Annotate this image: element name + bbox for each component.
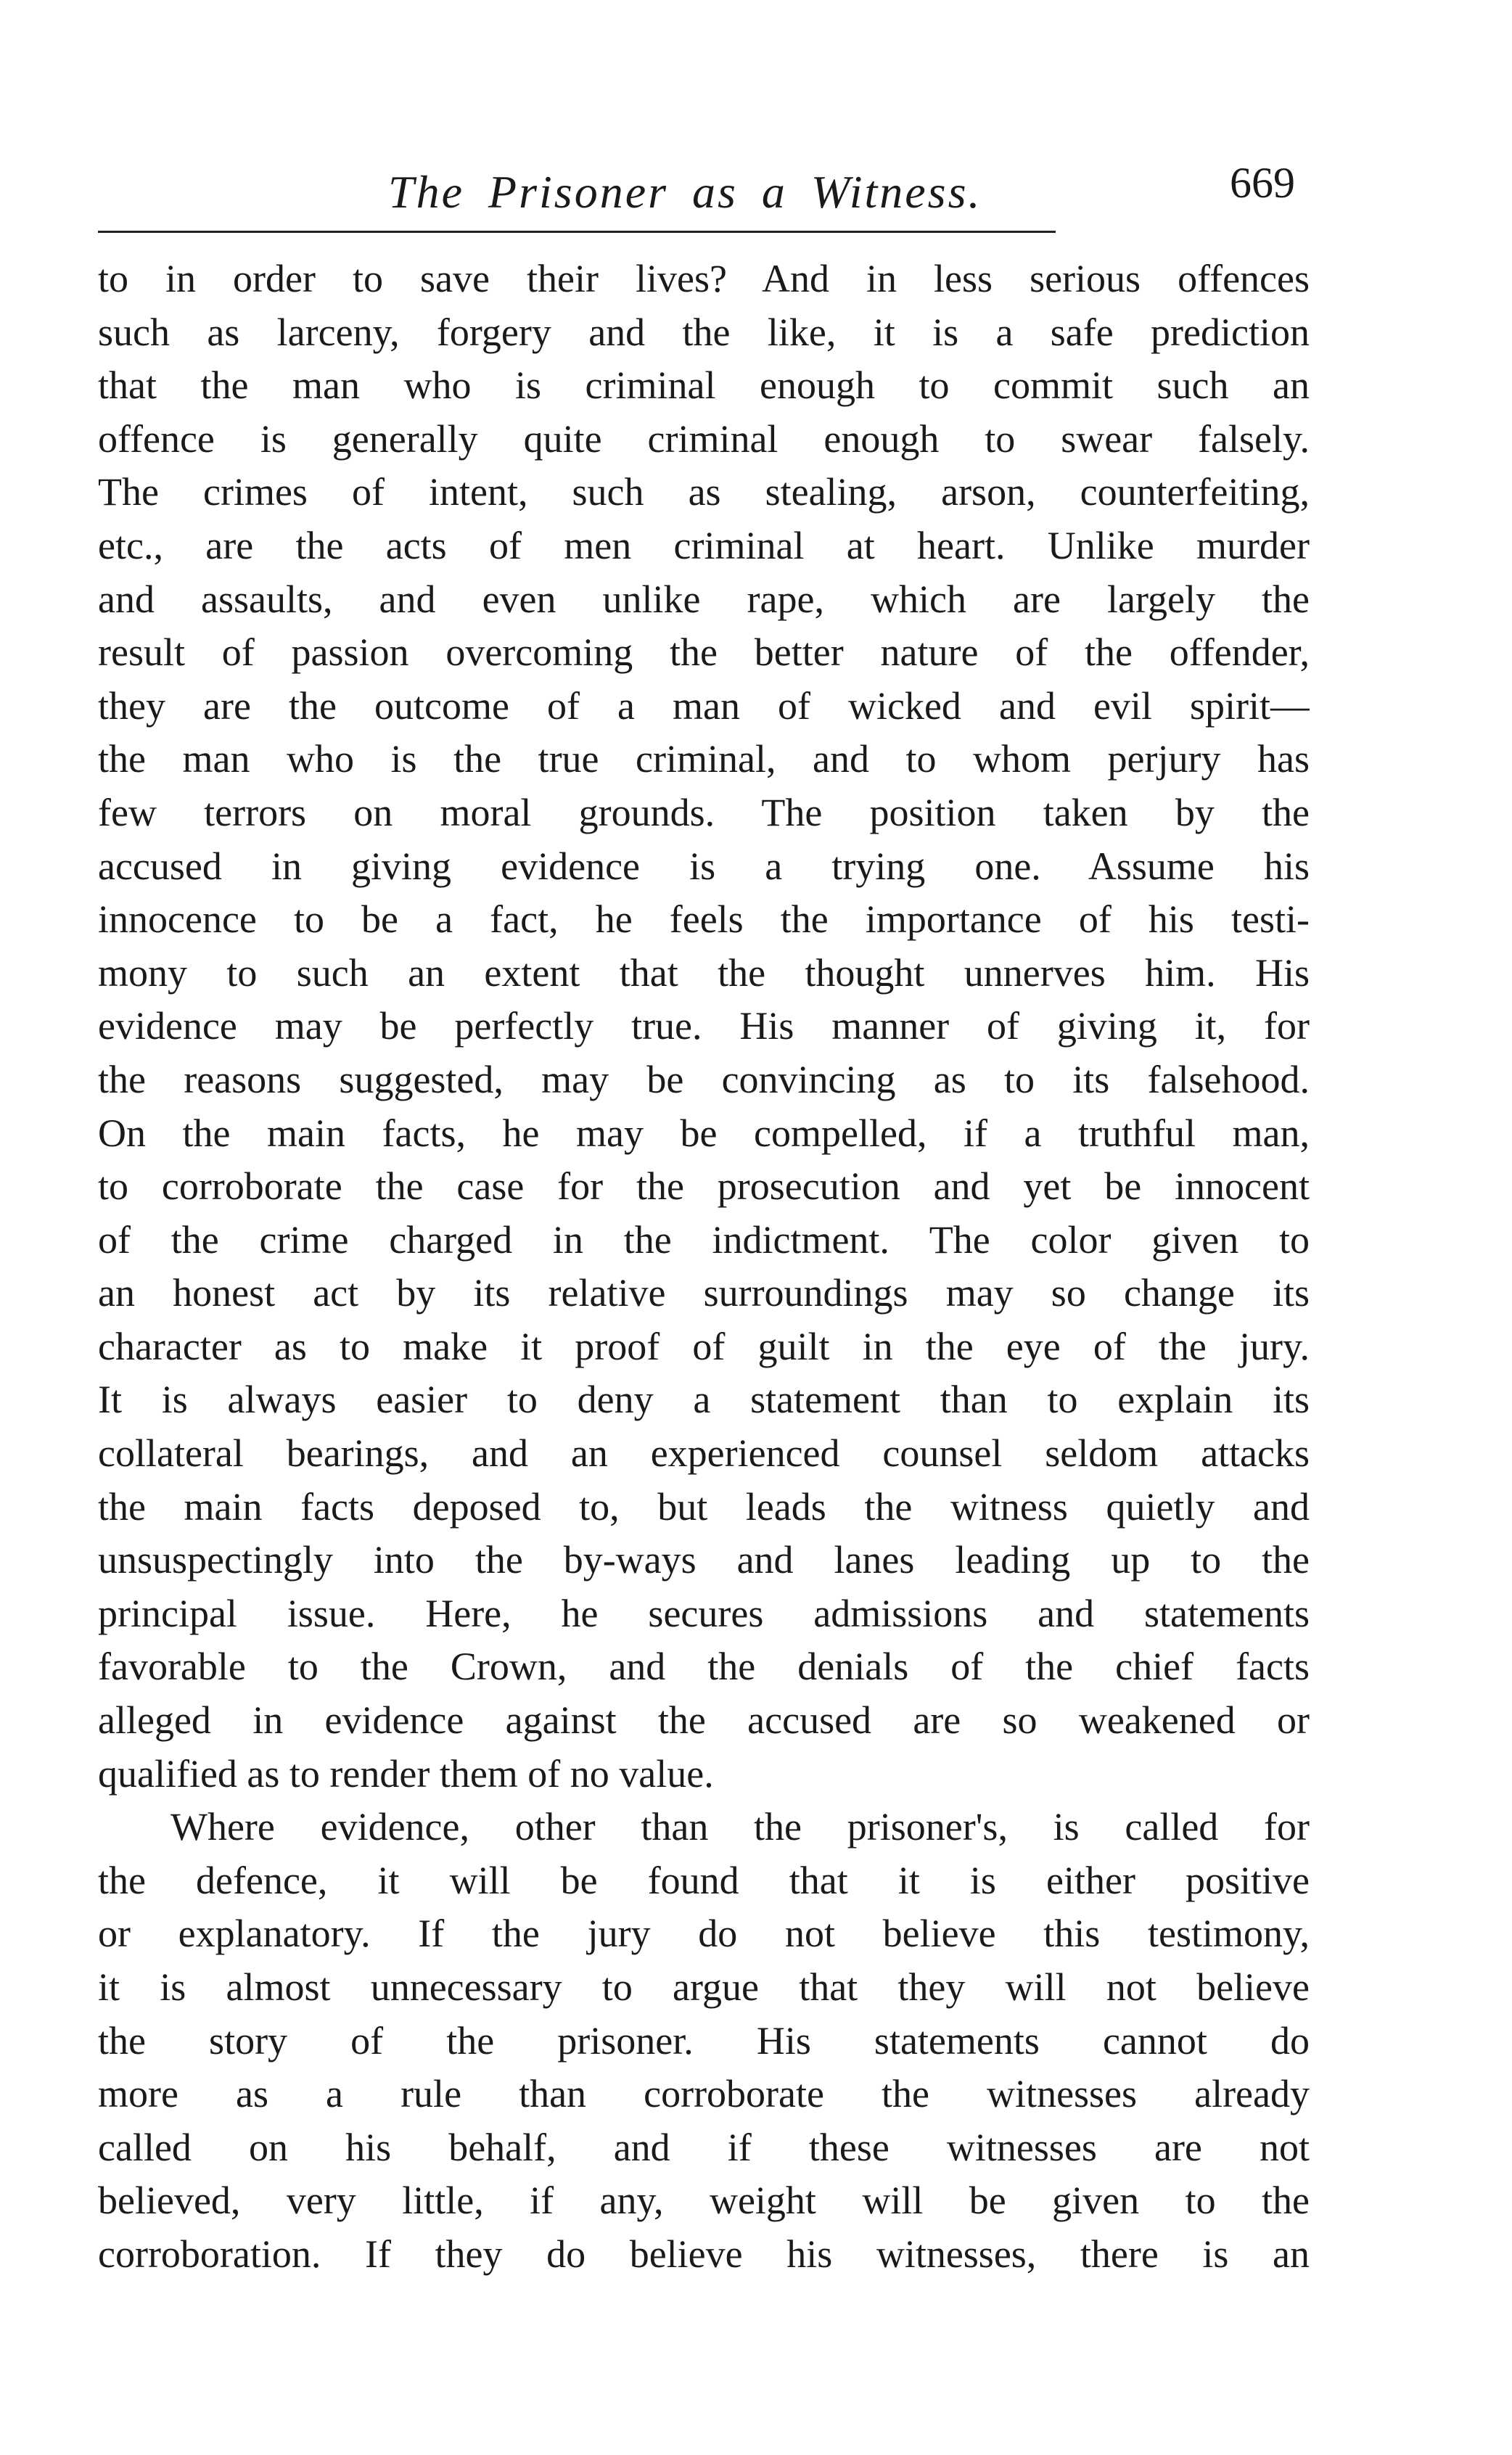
text-line: to corroborate the case for the prosecution and yet be innocent [98,1164,1310,1209]
text-line: the story of the prisoner. His statements cannot do [98,2018,1310,2063]
text-line: the defence, it will be found that it is either positive [98,1858,1310,1902]
text-line: believed, very little, if any, weight will be given to the [98,2179,1310,2223]
text-line: corroboration. If they do believe his witnesses, there is an [98,2232,1310,2276]
text-line: few terrors on moral grounds. The position taken by the [98,790,1310,834]
text-line: character as to make it proof of guilt in the eye of the jury. [98,1324,1310,1368]
text-line: mony to such an extent that the thought unnerves him. His [98,950,1310,995]
text-line: The crimes of intent, such as stealing, arson, counterfeiting, [98,470,1310,514]
text-line: It is always easier to deny a statement than to explain its [98,1378,1310,1422]
text-line: alleged in evidence against the accused are so weakened or [98,1698,1310,1743]
text-line: and assaults, and even unlike rape, which are largely the [98,577,1310,621]
text-line: the man who is the true criminal, and to whom perjury has [98,737,1310,781]
text-line: of the crime charged in the indictment. The color given to [98,1217,1310,1262]
running-title: The Prisoner as a Witness. [388,166,982,218]
text-line: to in order to save their lives? And in less serious offences [98,257,1310,300]
body-text [98,252,1310,2282]
text-line: accused in giving evidence is a trying one. Assume his [98,844,1310,888]
text-line: unsuspectingly into the by-ways and lanes leading up to the [98,1538,1310,1582]
text-line: more as a rule than corroborate the witnesses already [98,2072,1310,2116]
page-number: 669 [1230,159,1295,207]
text-line: that the man who is criminal enough to commit such an [98,363,1310,408]
text-line: it is almost unnecessary to argue that they will not believe [98,1965,1310,2009]
text-line: the main facts deposed to, but leads the witness quietly and [98,1484,1310,1529]
text-line: result of passion overcoming the better nature of the offender, [98,630,1310,675]
text-line: such as larceny, forgery and the like, it is a safe prediction [98,310,1310,354]
text-line: On the main facts, he may be compelled, if a truthful man, [98,1111,1310,1155]
text-line: evidence may be perfectly true. His manner of giving it, for [98,1004,1310,1048]
header-rule [98,231,1056,233]
text-line: collateral bearings, and an experienced counsel seldom attacks [98,1431,1310,1476]
text-line: favorable to the Crown, and the denials of the chief facts [98,1645,1310,1689]
paragraph-start-line: Where evidence, other than the prisoner's, is called for [170,1805,1310,1849]
text-line: the reasons suggested, may be convincing as to its falsehood. [98,1057,1310,1101]
text-line: or explanatory. If the jury do not believe this testimony, [98,1912,1310,1956]
text-line: they are the outcome of a man of wicked and evil spirit— [98,683,1310,728]
text-line: called on his behalf, and if these witnesses are not [98,2125,1310,2169]
running-head [98,152,1317,232]
text-line: principal issue. Here, he secures admissions and statements [98,1591,1310,1635]
text-line: etc., are the acts of men criminal at heart. Unlike murder [98,523,1310,567]
paragraph-end-line: qualified as to render them of no value. [98,1751,714,1796]
text-line: an honest act by its relative surroundings may so change its [98,1271,1310,1315]
text-line: offence is generally quite criminal enough to swear falsely. [98,416,1310,461]
text-line: innocence to be a fact, he feels the importance of his testi- [98,897,1310,942]
